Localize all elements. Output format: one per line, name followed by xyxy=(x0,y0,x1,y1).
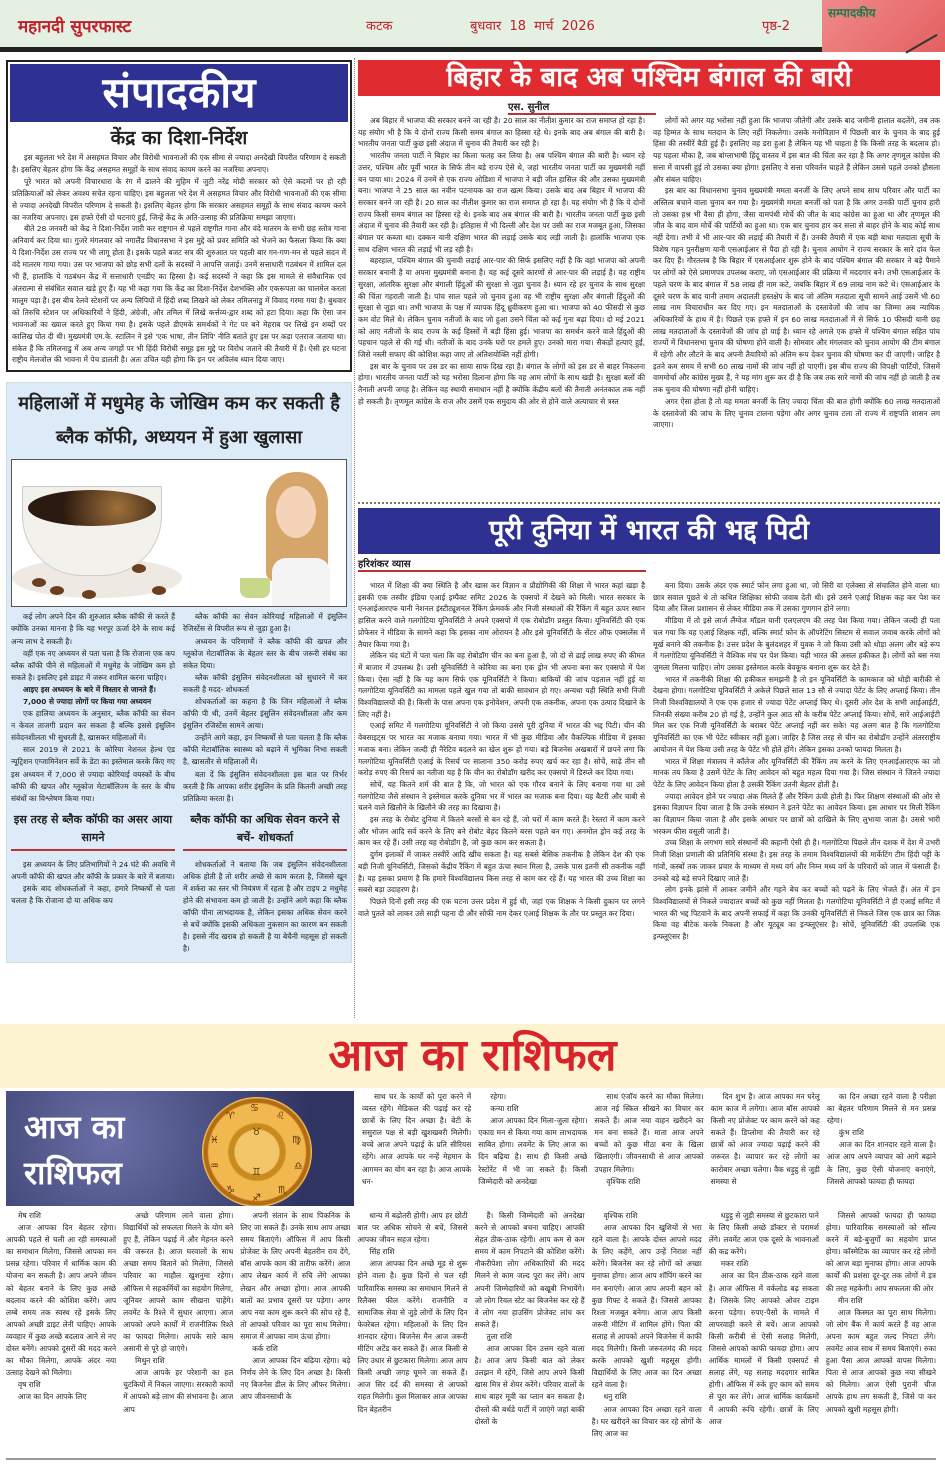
editorial-headline: केंद्र का दिशा-निर्देश xyxy=(110,127,248,149)
health-body xyxy=(7,607,351,961)
bengal-paragraph: भारतीय जनता पार्टी ने बिहार का किला फतह कर लिया है। अब पश्चिम बंगाल की बारी है। ध्यान रहे उत्तर, पश्चिम और पूर्वी भारत के सिर्फ तीन बड़े राज्य ऐसे थे, जहां भारतीय जनता पार्टी का मुख्यमंत्री नहीं बन पाया था। 2024 में उनमें से एक राज्य ओडिशा में भाजपा ने बड़ी जीत हासिल की और उसका मुख्यमंत्री बना। भाजपा ने 25 साल का नवीन पटनायक का राज खत्म किया। उसके बाद अब बिहार में भाजपा की सरकार बनने जा रही है। 20 साल का नीतीश कुमार का राज समाप्त हो रहा है। यह संयोग भी है कि ये दोनों राज्य किसी समय बंगाल का हिस्सा रहे थे। इनके बाद अब बंगाल की बारी है। भारतीय जनता पार्टी कुछ इसी अंदाज में चुनाव की तैयारी कर रही है। इतिहास में भी दिल्ली और देश पर उसी का राज मजबूत हुआ, जिसका बंगाल पर कब्जा था। दक्कन यानी दक्षिण भारत की लड़ाई उसके बाद लड़ी जाती है। हालांकि भाजपा एक साथ दक्षिण भारत की लड़ाई भी लड़ रही है। xyxy=(358,151,645,254)
world-paragraph: बना दिया। उसके अंदर एक स्मार्ट फोन लगा हुआ था, जो सिरी या एलेक्सा से संचालित होने वाला था। छात्र सवाल पूछते थे तो कथित शिक्षिका सोफी जवाब देती थी। इसे उसने एआई शिक्षक कह कर पेश कर दिया और जिला प्रशासन से लेकर मीडिया तक में उसका गुणगान होने लगा। xyxy=(653,581,940,614)
editorial-paragraph: इस बहुलता भरे देश में असहमत विचार और विरोधी भावनाओं की एक सीमा से ज्यादा अनदेखी विपरीत परिणाम दे सकती है। इसलिए बेहतर होगा कि केंद्र असहमत समूहों के साथ संवाद कायम करने का नजरिया अपनाए। xyxy=(12,153,346,174)
health-paragraph: बता दें कि इंसुलिन संवेदनशीलता इस बात पर निर्भर करती है कि आपका शरीर इंसुलिन के प्रति कितनी अच्छी तरह प्रतिक्रिया करता है। xyxy=(183,769,347,803)
world-paragraph: भारत में शिक्षा मंत्रालय ने कॉलेज और यूनिवर्सिटी की रैंकिंग तय करने के लिए एनआईआरएफ का जो मानक तय किया है उसमें पेटेंट के लिए आवेदन को बहुत महत्व दिया गया है। जिस संस्थान ने जितने ज्यादा पेटेंट के लिए आवेदन किया होता है उसकी रैंकिंग उतनी बेहतर होती है। xyxy=(653,756,940,789)
rashifal-sign-label: मेष राशि xyxy=(18,1211,41,1220)
rashifal-paragraph: आज का दिन शानदार रहने वाला है। आज आप अपने व्यापार को आगे बढ़ाने के लिए, कुछ ऐसी योजनाएं बनाएंगे, जिससे आपको फायदा ही फायदा xyxy=(826,1140,937,1186)
edition-city: कटक xyxy=(366,19,393,34)
health-paragraph: एक हालिया अध्ययन के अनुसार, ब्लैक कॉफी का सेवन न केवल ताजगी प्रदान कर सकता है बल्कि इससे इंसुलिन संवेदनशीलता भी सुधरती है, खासकर महिलाओं में। xyxy=(11,709,175,743)
bengal-headline: बिहार के बाद अब पश्चिम बंगाल की बारी xyxy=(358,60,940,96)
health-paragraph: अध्ययन के परिणामों ने ब्लैक कॉफी की खपत और ग्लूकोज मेटाबॉलिक के बेहतर स्तर के बीच जरूरी संबंध का संकेत दिया। xyxy=(183,636,347,670)
rashifal-paragraph: आज का दिन ठीक-ठाक रहने वाला है। आज ऑफिस में वर्कलोड बढ़ सकता है। जिसके लिए आपको ओवर टाइम करना पड़ेगा। रुपए-पैसों के मामले में लापरवाही करने से बचें। आज आपको किसी करीबी से ऐसी सलाह मिलेगी, जिससे आपको काफी फायदा होगा। आप आर्थिक मामलों में किसी एक्सपर्ट से सलाह लेंगे, यह सलाह मददगार साबित होगी। ऑफिस में रुके हुए काम को समय से पूरा कर लेंगे। आज धार्मिक कार्यक्रमों में आपकी रूचि रहेगी। छात्रों के लिए आज xyxy=(708,1271,819,1426)
health-paragraph: आइए इस अध्ययन के बारे में विस्तार से जानते हैं। xyxy=(23,684,156,694)
rashifal-paragraph: आज किस्मत का पूरा साथ मिलेगा। जो लोग बैंक में कार्य करते हैं वह आज अपना काम बहुत जल्द निपटा लेंगे। लवमेंट आज साथ में समय बिताएंगे। रुका हुआ पैसा आज आपको वापस मिलेगा। पिता से आज आपको कुछ नया सीखने को मिलेगा। आज ऐसी पुरानी चीज आपके हाथ लग सकती है, जिसे पा कर आपको खुशी महसूस होगी। xyxy=(825,1307,936,1414)
health-paragraph: 7,000 से ज्यादा लोगों पर किया गया अध्ययन xyxy=(23,696,152,706)
editorial-paragraph: पूरे भारत को अपनी विचारधारा के रंग में ढालने की मुहिम में जुटी नरेंद्र मोदी सरकार को ऐसे कदमों पर हो रही प्रतिक्रियाओं को लेकर अवश्य सचेत रहना चाहिए। इस बहुलता भरे देश में असहमत विचार और विरोधी भावनाओं की एक सीमा से ज्यादा अनदेखी विपरीत परिणाम दे सकती है। इसलिए बेहतर होगा कि सरकार असहमत समूहों के साथ संवाद कायम करने का नजरिया अपनाए। इस हफ्ते ऐसी दो घटनाएं हुईं, जिन्हें केंद्र के अति-उत्साह की प्रतिक्रिया समझा जाएगा। xyxy=(12,176,346,222)
rashifal-paragraph: आज का दिन आपके लिए xyxy=(18,1392,87,1402)
rashifal-column xyxy=(240,1210,350,1458)
rashifal-column xyxy=(6,1210,116,1458)
rashifal-paragraph: जिससे आपको फायदा ही फायदा होगा। पारिवारिक समस्याओं को सॉल्व करने में बड़े-बुजुर्गों का सहयोग प्राप्त होगा। कॉस्मेटिक का व्यापार कर रहे लोगों को आज बड़ा मुनाफा होगा। आज आपके कार्यों की प्रशंसा दूर-दूर तक लोगों में इत्र की तरह महकेगी। आप सफलता की ओर xyxy=(825,1211,936,1293)
world-headline: पूरी दुनिया में भारत की भद्द पिटी xyxy=(358,508,940,554)
rashifal-paragraph: आज आपका दिन अच्छे मूड से शुरू होने वाला है। कुछ दिनों से चल रही पारिवारिक समस्या का समाधान मिलने से रिलैक्स फील करेंगे। राजनीति व सामाजिक सेवा से जुड़े लोगों के लिए दिन फेवरेबल रहेगा। महिलाओं के लिए दिन शानदार रहेगा। बिजनेस मैन आज जरूरी मीटिंग अटेंड कर सकते हैं। आज किसी से लिए उधार से छुटकारा मिलेगा। आज आप किसी अच्छी जगह घूमने जा सकते हैं। आज सिर दर्द की समस्या से आपको राहत मिलेगी। कुल मिलाकर आज आपका दिन बेहतरीन xyxy=(357,1259,468,1414)
rashifal-image xyxy=(6,1091,354,1206)
bengal-paragraph: बहरहाल, पश्चिम बंगाल की चुनावी लड़ाई आर-पार की सिर्फ इसलिए नहीं है कि वहां भाजपा को अपनी सरकार बनानी है या अपना मुख्यमंत्री बनाना है। यह कई दूसरे कारणों से आर-पार की लड़ाई है। यह राष्ट्रीय सुरक्षा, आंतरिक सुरक्षा और बंगाली हिंदुओं की सुरक्षा से जुड़ा चुनाव है। ध्यान रहे हर चुनाव के साथ सुरक्षा की चिंता गहराती जाती है। पांच साल पहले जो चुनाव हुआ वह भी राष्ट्रीय सुरक्षा और बंगाली हिंदुओं की सुरक्षा से जुड़ा था। तभी भाजपा के पक्ष में व्यापक हिंदू ध्रुवीकरण हुआ था। भाजपा को 40 फीसदी से कुछ कम वोट मिले थे। लेकिन चुनाव नतीजों के बाद जो हुआ उसने चिंता को कई गुना बढ़ा दिया। दो मई 2021 को आए नतीजों के बाद राज्य के कई हिस्सों में बड़ी हिंसा हुई। भाजपा का समर्थन करने वाले हिंदुओं की पहचान पहले से की गई थी। नतीजों के बाद उनके घरों पर हमले हुए। उनको मारा गया। सैकड़ों हत्याएं हुईं, जिसे नस्ली सफाए की कोशिश कहा जाए तो अतिशयोक्ति नहीं होगी। xyxy=(358,256,645,360)
woman-image xyxy=(262,472,332,607)
rashifal-column xyxy=(123,1210,233,1458)
rashifal-column xyxy=(709,1210,819,1458)
health-paragraph: इस अध्ययन के लिए प्रतिभागियों ने 24 घंटे की अवधि में अपनी कॉफी की खपत और कॉफी के प्रकार के बारे में बताया। xyxy=(11,859,175,881)
rashifal-lower-columns xyxy=(6,1210,936,1458)
bengal-column-2 xyxy=(653,115,940,498)
rashifal-paragraph: अपनी संतान के साथ पिकनिक के लिए जा सकते हैं। उनके साथ आप अच्छा समय बिताएंगे। ऑफिस में आप किसी प्रोजेक्ट के लिए अपनी बेहतरीन राय देंगे, बॉस आपके काम की तारीफ करेंगे। आज आप लेखन कार्य में रुचि लेंगे आपका लेखन और अच्छा होगा। आज आपकी बातों का प्रभाव दूसरों पर पड़ेगा। अगर आप नया काम शुरू करने की सोच रहे हैं, तो आपको परिवार का पूरा साथ मिलेगा। समाज में आपका नाम ऊंचा होगा। xyxy=(240,1211,351,1341)
world-paragraph: लोग इनके झांसे में आकर जमीनें और गहने बेच कर बच्चों को पढ़ने के लिए भेजते हैं। अंत में इन विश्वविद्यालयों से निकले ज्यादातर बच्चों को कुछ नहीं मिलता है। गलगोटिया यूनिवर्सिटी ने ही एआई समिट में भारत की भद्द पिटवाने के बाद अपनी सफाई में कहा कि उनकी यूनिवर्सिटी से निकले जिस एक छात्र का जिक्र किया वह बीटेक करके निकला है और यूट्यूब का इन्फ्लूएंसर है। सोचें, यूनिवर्सिटी की उपलब्धि एक इन्फ्लूएंसर है! xyxy=(653,885,940,942)
rashifal-sign-label: तुला राशि xyxy=(486,1331,512,1341)
rashifal-paragraph: साथ घर के कार्यों को पूरा करने में व्यस्त रहेंगे। मेडिकल की पढ़ाई कर रहे छात्रों के लिए दिन अच्छा है। बेटी के ससुराल पक्ष से बड़ी खुशखबरी मिलेगी। बच्चे आज अपने पढ़ाई के प्रति सीरियस रहेंगे। आज आपके घर नन्हें मेहमान के आगमन का योग बन रहा है। आज आपके धन- xyxy=(362,1092,472,1186)
rashifal-sign-label: वृश्चिक राशि xyxy=(603,1211,638,1220)
bengal-paragraph: अब बिहार में भाजपा की सरकार बनने जा रही है। 20 साल का नीतीश कुमार का राज समाप्त हो रहा है। यह संयोग भी है कि ये दोनों राज्य किसी समय बंगाल का हिस्सा रहे थे। इनके बाद अब बंगाल की बारी है। भारतीय जनता पार्टी कुछ इसी अंदाज में चुनाव की तैयारी कर रही है। xyxy=(358,116,645,149)
left-column xyxy=(6,60,352,963)
rashifal-paragraph: आज आपका दिन बढ़िया रहेगा। बड़े निर्णय लेने के लिए दिन अच्छा है। किसी नए बिजनेस डील के लिए ऑफर मिलेगा। आप जीवनसाथी के xyxy=(240,1356,351,1402)
edition-date: बुधवार 18 मार्च 2026 xyxy=(470,19,595,34)
rashifal-column xyxy=(357,1210,467,1458)
rashifal-paragraph: आज आपका दिन मिला-जुला रहेगा। एकाग्र मन से किया गया काम लाभदायक साबित होगा। लवमेंट के लिए आज का दिन बढ़िया है। साथ ही किसी अच्छे रेस्टोरेंट में भी जा सकते हैं। किसी जिम्मेदारी को अनदेखा xyxy=(478,1116,588,1186)
rashifal-column xyxy=(475,1210,585,1458)
editorial-banner: संपादकीय xyxy=(10,64,348,122)
world-body xyxy=(358,580,940,988)
world-paragraph: उच्च शिक्षा के लगभग सारे संस्थानों की कहानी ऐसी ही है। गलगोटिया पिछले तीन दशक में देश में उभरी निजी शिक्षा प्रणाली की प्रतिनिधि संस्था है। इस तरह के तमाम विश्वविद्यालयों की मार्केटिंग टीम हिंदी पट्टी के गांवों, कस्बों तक जाकर प्रचार के माध्यम से मध्य वर्ग और निम्न मध्य वर्ग के परिवारों को जाल में फंसाती हैं। उनको बड़े बड़े सपने दिखाए जाते हैं। xyxy=(653,838,940,883)
rashifal-paragraph: धान्य में बढ़ोतरी होगी। आप हर छोटी बात पर अधिक सोचने से बचें, जिससे आपका जीवन सहज रहेगा। xyxy=(357,1211,468,1245)
world-paragraph: भारत में शिक्षा की क्या स्थिति है और खास कर विज्ञान व प्रौद्योगिकी की शिक्षा में भारत कहां खड़ा है इसकी एक तस्वीर इंडिया एआई इम्पैक्ट समिट 2026 के एक्सपो में देखने को मिली। भारत सरकार के एनआईआरएफ यानी नेशनल इंस्टीट्यूशनल रैंकिंग फ्रेमवर्क और निजी संस्थाओं की रैंकिंग में बहुत ऊपर स्थान हासिल करने वाले गलगोटिया यूनिवर्सिटी ने अपने एक्सपो में एक रोबोडॉग प्रस्तुत किया। यूनिवर्सिटी की एक प्रोफेसर ने मीडिया के सामने कहा कि इसका नाम ओरायन है और इसे यूनिवर्सिटी के सेंटर ऑफ एक्सलेंस में तैयार किया गया है। xyxy=(358,581,645,649)
world-paragraph: इस तरह के रोबोट दुनिया में कितने बरसों से बन रहे हैं, जो घरों में काम करते हैं। रेस्तरां में काम करने और भोजन आदि सर्व करने के लिए बने रोबोट बेहद कितने बरस पहले बन गए। अनमोल ड्रोन कई तरह के काम कर रहे हैं। उसी तरह यह रोबोडॉग है, जो कुछ काम कर सकता है। xyxy=(358,815,645,848)
rashifal-paragraph: आज आपके हर परेशानी का हल चुटकियों में निकल जाएगा। सरकारी कार्यों में आपको बड़े लाभ की संभावना है। आज आप xyxy=(123,1368,234,1414)
health-column-1 xyxy=(11,611,175,955)
bengal-paragraph: इस बार के चुनाव पर उस डर का साया साफ दिख रहा है। बंगाल के लोगों को इस डर से बाहर निकलना होगा। भारतीय जनता पार्टी को यह भरोसा दिलाना होगा कि वह आम लोगों के साथ खड़ी है। सुरक्षा बलों की तैनाती अपनी जगह है। लेकिन वह स्थायी समाधान नहीं है क्योंकि केंद्रीय बलों की तैनाती अनंतकाल तक नहीं हो सकती है। तृणमूल कांग्रेस के राज और उसमें एक समुदाय की ओर से होने वाले अत्याचार से त्रस्त xyxy=(358,361,645,406)
health-paragraph: उन्होंने आगे कहा, इन निष्कर्षों से पता चलता है कि ब्लैक कॉफी मेटाबॉलिक स्वास्थ्य को बढ़ाने में भूमिका निभा सकती है, खासतौर से महिलाओं में। xyxy=(183,733,347,767)
world-paragraph: पिछले दिनों इसी तरह की एक घटना उत्तर प्रदेश में हुई थी, जहां एक शिक्षक ने किसी दुकान पर लगने वाले पुतले को लाकर उसे साड़ी पहना दी और सोफी नाम देकर एआई शिक्षक के तौर पर प्रस्तुत कर दिया। xyxy=(358,896,645,918)
health-paragraph: साल 2019 से 2021 के कोरिया नेशनल हेल्थ एंड न्यूट्रिशन एग्जामिनेशन सर्वे के डेटा का इस्तेमाल करके किए गए इस अध्ययन में 7,000 से ज्यादा कोरियाई वयस्कों के बीच कॉफी की खपत और ग्लूकोज मेटाबॉलिज्म के स्तर के बीच संबंधों का विश्लेषण किया गया। xyxy=(11,745,175,803)
world-column-2 xyxy=(653,580,940,988)
health-paragraph: कई लोग अपने दिन की शुरुआत ब्लैक कॉफी से करते हैं क्योंकि उनका मानना है कि यह भरपूर ऊर्जा देने के साथ कई अन्य लाभ दे सकती है। xyxy=(11,612,175,646)
world-paragraph: मीडिया में तो इसे लार्ज लैंग्वेज मॉडल यानी एलएलएम की तरह पेश किया गया। लेकिन जल्दी ही पता चल गया कि यह एआई शिक्षक नहीं, बल्कि स्मार्ट फोन के ऑपरेटिंग सिस्टम से सवाल जवाब करके लोगों को मूर्ख बनाने की तकनीक है। उत्तर प्रदेश के बुलंदशहर में युवक ने जो किया उसी को थोड़ा अलग और बड़े रूप में गलगोटिया यूनिवर्सिटी ने वैश्विक मंच पर पेश किया। यही भारत की असल हकीकत है। लोगों को बस नया जुमला मिलना चाहिए। लोग उसका इस्तेमाल करके बेवकूफ बनाना शुरू कर देते हैं। xyxy=(653,616,940,672)
rashifal-paragraph: हैं। किसी जिम्मेदारी को अनदेखा करने से आपको बचना चाहिए। आपकी सेहत ठीक-ठाक रहेगी। आप कम से कम समय में काम निपटाने की कोशिश करेंगे। नौकरीपेशा लोग अधिकारियों की मदद मिलने से काम जल्द पूरा कर लेंगे। आप अपनी जिम्मेदारियों को बखूबी निभायेंगे। जो लोग रियल स्टेट का बिजनेस कर रहे हैं वे लोग नया हाउसिंग प्रोजेक्ट लांच कर सकते हैं। xyxy=(474,1211,585,1329)
rashifal-paragraph: रहेगा। xyxy=(490,1092,507,1101)
world-byline: हरिशंकर व्यास xyxy=(358,556,646,572)
rashifal-sign-label: मकर राशि xyxy=(720,1259,749,1269)
health-paragraph: वहीं एक नए अध्ययन से पता चला है कि रोजाना एक कप ब्लैक कॉफी पीने से महिलाओं में मधुमेह के जोखिम कम हो सकते है। इसलिए इसे डाइट में जरूर शामिल करना चाहिए। xyxy=(11,648,175,682)
right-column xyxy=(358,60,940,988)
rashifal-paragraph: आज आपका दिन अच्छा रहने वाला है। घर खरीदने का विचार कर रहे लोगों के लिए आज का xyxy=(591,1404,702,1438)
bengal-paragraph: इस बार का विधानसभा चुनाव मुख्यमंत्री ममता बनर्जी के लिए अपने साथ साथ परिवार और पार्टी का अस्तित्व बचाने वाला चुनाव बन गया है। मुख्यमंत्री ममता बनर्जी को पता है कि अगर उनकी पार्टी चुनाव हारी तो उसका हश्र भी वैसा ही होगा, जैसा वामपंथी मोर्चे की जीत के बाद कांग्रेस का हुआ था और तृणमूल की जीत के बाद वाम मोर्चे की पार्टियों का हुआ था। एक बार चुनाव हार कर सत्ता से बाहर होने के बाद कोई साथ नहीं देगा। तभी वे भी आर-पार की लड़ाई की तैयारी में हैं। उनकी तैयारी में एक बड़ी बाधा मतदाता सूची के विशेष गहन पुनरीक्षण यानी एसआईआर से पैदा हो रही है। चुनाव आयोग ने राज्य सरकार के सारे दांव फेल कर दिए हैं। गौरतलब है कि बिहार में एसआईआर शुरू होने के बाद पश्चिम बंगाल की सरकार ने बड़े पैमाने पर लोगों को ऐसे प्रमाणपत्र उपलब्ध कराए, जो एसआईआर की प्रक्रिया में मददगार बने। तभी एसआईआर के पहले चरण के बाद बंगाल में 58 लाख ही नाम कटे, जबकि बिहार में 69 लाख नाम कटे थे। एसआईआर के दूसरे चरण के बाद यानी तमाम अदालती हस्तक्षेप के बाद जो अंतिम मतदाता सूची सामने आई उसमें भी 60 लाख नाम विचाराधीन कर दिए गए। इन मतदाताओं के दस्तावेजों की जांच का जिम्मा अब न्यायिक अधिकारियों के हाथ में है। पिछले एक हफ्ते में इन 60 लाख मतदाताओं में से सिर्फ 10 फीसदी यानी छह लाख मतदाताओं के दस्तावेजों की जांच हो पाई है। ध्यान रहे अगले एक हफ्ते में पश्चिम बंगाल सहित पांच राज्यों में विधानसभा चुनाव की घोषणा होने वाली है। सोमवार और मंगलवार को चुनाव आयोग की टीम बंगाल में रहेगी और लौटने के बाद अपनी तैयारियों को अंतिम रूप देकर चुनाव की घोषणा कर दी जाएगी। जाहिर है इतने कम समय में सभी 60 लाख नामों की जांच नहीं हो पाएगी। इस बीच राज्य की विपक्षी पार्टियों, जिसमें वाममोर्चा और कांग्रेस मुख्य हैं, ने यह मांग शुरू कर दी है कि जब तक सारे नामों की जांच नहीं हो जाती है तब तक चुनाव की घोषणा नहीं होनी चाहिए। xyxy=(653,186,940,395)
coffee-bean-image xyxy=(152,586,166,595)
masthead xyxy=(0,0,945,52)
rashifal-image-title-2: राशिफल xyxy=(24,1154,122,1192)
rashifal-column xyxy=(826,1210,936,1458)
health-headline: महिलाओं में मधुमेह के जोखिम कम कर सकती है ब्लैक कॉफी, अध्ययन में हुआ खुलासा xyxy=(18,393,340,449)
rashifal-paragraph: धड़ुट्ठ से जुड़ी समस्या से छुटकारा पाने के लिए किसी अच्छे डॉक्टर से परामर्श लेंगे। लवमेंट आज एक दूसरे के भावनाओं की कद्र करेंगे। xyxy=(708,1211,819,1257)
pen-icon xyxy=(896,18,937,53)
health-subhead: ब्लैक कॉफी का अधिक सेवन करने से बचें- शोधकर्ता xyxy=(183,811,347,851)
editorial-body xyxy=(8,152,350,366)
rashifal-sign-label: कन्या राशि xyxy=(490,1104,519,1114)
world-column-1 xyxy=(358,580,645,988)
rashifal-sign-label: मिथुन राशि xyxy=(135,1356,165,1366)
section-logo-text: सम्पादकीय xyxy=(828,6,876,20)
health-paragraph: शोधकर्ताओं का कहना है कि जिन महिलाओं ने ब्लैक कॉफी पी थी, उनमें बेहतर इंसुलिन संवेदनशीलता और कम इंसुलिन रजिस्टेंस सामने आया। xyxy=(183,696,347,731)
rashifal-sign-label: वृष राशि xyxy=(18,1380,41,1390)
rashifal-column xyxy=(478,1091,587,1209)
rashifal-sign-label: वृश्चिक राशि xyxy=(606,1176,641,1186)
page-number: पृष्ठ-2 xyxy=(762,19,791,34)
rashifal-sign-label: धनु राशि xyxy=(603,1392,627,1402)
rashifal-column xyxy=(827,1091,936,1209)
health-paragraph: ब्लैक कॉफी का सेवन कोरियाई महिलाओं में इंसुलिन रेजिस्टेंस से विपरीत रूप से जुड़ा हुआ है। xyxy=(183,612,347,634)
rashifal-headline: आज का राशिफल xyxy=(0,1024,945,1088)
section-divider xyxy=(358,502,940,504)
editorial-paragraph: बीते 28 जनवरी को केंद्र ने दिशा-निर्देश जारी कर राष्ट्रगान से पहले राष्ट्रगीत गाना और वंदे मातरम के सभी छह स्तोत्र गाना अनिवार्य कर दिया था। गुजरे मंगलवार को नगालैंड विधानसभा ने इस मुद्दे को प्रवर समिति को भेजने का फैसला किया कि क्या ये दिशा-निर्देश उस राज्य पर भी लागू होता है। इसके पहले बजट सत्र की शुरुआत पर पहली बार गन-गण-मन से पहले सदन में वंदे मातरम गाया गया। उस पर भाजपा को छोड़ सभी दलों के सदस्यों ने आपत्ति जताई। उनमें सत्ताधारी गठबंधन में शामिल दल भी हैं, हालांकि ये गठबंधन केंद्र में सत्ताधारी एनडीए का हिस्सा है। कई सदस्यों ने कहा कि इस मामले से संवैधानिक एवं अंतरात्मा से संबंधित सवाल खड़े हुए हैं। यह भी कहा गया कि केंद्र का दिशा-निर्देश देशभक्ति और एकरूपता का घालमेल करता मालूम पड़ा है। इस बीच रेलवे स्टेशनों पर अन्य लिपियों में हिंदी शब्द लिखने को लेकर तमिलनाडु में विवाद गरमा गया है। बुधवार को तिरुचि स्टेशन पर अधिकारियों ने हिंदी, अंग्रेजी, और तमिल में लिखे कर्त्तव्य-द्वार शब्द को हटा दिया। कहा कि ऐसा जन भावनाओं का ख्याल करते हुए किया गया है। इसके पहले डीएमके समर्थकों ने गेट पर बने मेहराब पर लिखे इन शब्दों पर कालिख पोत दी थी। मुख्यमंत्री एम.के. स्टालिन ने इसे 'एक भाषा, तीन लिपि' नीति बताते हुए इस पर कड़ा एतराज जताया था। संकेत हैं कि तमिलनाडु में अब अन्य जगहों पर भी हिंदी विरोधी समूह इस मुद्दे पर विरोध जताने की तैयारी में हैं। ऐसी हर घटना राष्ट्रीय मेलजोल की भावना में पेच डालती है। अतः उचित यही होगा कि इन पर अविलंब ध्यान दिया जाए। xyxy=(12,224,346,365)
world-paragraph: ज्यादा आवेदन होने पर ज्यादा अंक मिलते हैं और रैंकिंग ऊंची होती है। फिर शिक्षण संस्थाओं की ओर से इसका विज्ञापन दिया जाता है कि उनके संस्थान ने इतने पेटेंट का आवेदन किया। इस आधार पर मिली रैंकिंग का विज्ञापन किया जाता है और इसके आधार पर छात्रों को दाखिले के लिए लुभाया जाता है। उससे भारी भरकम फीस वसूली जाती है। xyxy=(653,791,940,836)
world-paragraph: लेकिन चंद घंटों में पता चला कि वह रोबोडॉग चीन का बना हुआ है, जो दो से ढाई लाख रुपए की कीमत में बाजार में उपलब्ध है। उसी यूनिवर्सिटी ने कोरिया का बना एक ड्रोन भी अपना बना कर एक्सपो में पेश किया। ऐसा नहीं है कि यह काम सिर्फ एक यूनिवर्सिटी ने किया। बाकियों की जांच पड़ताल नहीं हुई या गलगोटिया यूनिवर्सिटी का मामला पहले खुल गया तो बाकी सावधान हो गए। अन्यथा यही स्थिति सभी निजी विश्वविद्यालयों की है। किसी के पास अपना एक इनोवेशन, अपनी एक तकनीक, अपना एक उत्पाद दिखाने के लिए नहीं है। xyxy=(358,651,645,719)
rashifal-paragraph: दिन शुभ है। आज आपका मन घरेलू काम काज में लगेगा। आज बॉस आपको किसी नए प्रोजेक्ट पर काम करने को कह सकते हैं। डिप्लोमा की तैयारी कर रहे छात्रों को आज ज्यादा पढ़ाई करने की जरूरत है। व्यापार कर रहे लोगों का कारोबार अच्छा चलेगा। वैक धड़ुट्ठ से जुड़ी समस्या से xyxy=(710,1092,820,1186)
health-paragraph: शोधकर्ताओं ने बताया कि जब इंसुलिन संवेदनशीलता अधिक होती है तो शरीर अच्छे से काम करता है, जिससे खून में शर्करा का स्तर भी नियंत्रण में रहता है और टाइप 2 मधुमेह होने की संभावना कम हो जाती है। उन्होंने आगे कहा कि ब्लैक कॉफी पीना लाभदायक है, लेकिन इसका अधिक सेवन करने से बचें क्योंकि इसकी अधिकता नुकसान का कारण बन सकती है। इससे नींद खराब हो सकती है या बेचैनी महसूस हो सकती है। xyxy=(183,859,347,954)
rashifal-upper-columns xyxy=(362,1091,936,1209)
rashifal-sign-label: कर्क राशि xyxy=(252,1344,278,1354)
rashifal-sign-label: कुंभ राशि xyxy=(838,1128,864,1138)
world-paragraph: भारत में तकनीकी शिक्षा की हकीकत समझनी है तो इन यूनिवर्सिटी के कामकाज को थोड़ी बारीकी से देखना होगा। गलगोटिया यूनिवर्सिटी ने अकेले पिछले साल 13 सौ से ज्यादा पेटेंट के लिए अप्लाई किया। तीन निजी विश्वविद्यालयों ने एक एक हजार से ज्यादा पेटेंट अप्लाई किए थे। दूसरी ओर देश के सभी आईआईटी, जिनकी संख्या करीब 20 हो गई है, उन्होंने कुल आठ सौ के करीब पेटेंट अप्लाई किया। सोचें, सारे आईआईटी मिल कर एक निजी यूनिवर्सिटी के बराबर पेटेंट अप्लाई नहीं कर सके! यह अलग बात है कि गलगोटिया यूनिवर्सिटी का एक भी पेटेंट स्वीकार नहीं हुआ। जाहिर है जिस तरह से चीन का रोबोडॉग उन्होंने अंतरराष्ट्रीय आयोजन में पेश किया उसी तरह के पेटेंट भी होते होंगे। लेकिन इसका उनको फायदा मिलता है। xyxy=(653,674,940,754)
rashifal-paragraph: साथ एंजॉय करने का मौका मिलेगा। आज नई स्किल सीखने का विचार कर सकते हैं। आज नया वाहन खरीदने का मन बना सकते हैं। माता आज अपने बच्चों को कुछ मीठा बना के खिला खिलाएंगी। जीवनसाथी से आज आपको उपहार मिलेगा। xyxy=(594,1092,704,1174)
health-article xyxy=(6,382,352,962)
rashifal-paragraph: आज आपका दिन खुशियों से भरा रहने वाला है। आपके दोस्त आपसे मदद के लिए कहेंगे, आप उन्हें निराश नहीं करेंगे। बिजनेस कर रहे लोगों को अच्छा मुनाफा होगा। आज आप शॉपिंग करने का मन बनाएंगे। आज आप अपनी बहन को कुछ गिफ्ट दे सकते हैं। जिससे आपका रिश्ता मजबूत बनेगा। आज आप किसी जरूरी मीटिंग में शामिल होंगे। पिता की सलाह से आपको अपने बिजनेस में काफी मदद मिलेगी। किसी जरूरतमंद की मदद करके आपको खुशी महसूस होगी। विद्यार्थियों के लिए आज का दिन अच्छा रहने वाला है। xyxy=(591,1223,702,1390)
health-column-2 xyxy=(183,611,347,955)
newspaper-name: महानदी सुपरफास्ट xyxy=(18,17,132,37)
column-divider xyxy=(354,58,355,1018)
world-paragraph: सोचें, यह कितने शर्म की बात है कि, जो भारत को एक गौरव बनाने के लिए बनाया गया था उसे गलगोटिया जैसे संस्थान ने इस्तेमाल करके दुनिया भर में भारत का मजाक बना दिया। यह बैटरी और चाबी से चलने वाले खिलौने के खिलौने की तरह का दिखावा है। xyxy=(358,779,645,813)
coffee-woman-photo xyxy=(11,459,347,607)
bengal-byline: एस. सुनील xyxy=(508,99,656,115)
rashifal-column xyxy=(594,1091,703,1209)
rashifal-paragraph: आज आपका दिन उत्तम रहने वाला है। आज आप किसी बात को लेकर उलझन में रहेंगे, जिसे आप अपने किसी खास मित्र से शेयर करेंगे। परिवार वालों के साथ बाहर मूवी का प्लान बन सकता है। दोस्तों की बर्थडे पार्टी में जाएंगे जहां बाकी दोस्तों के xyxy=(474,1344,585,1426)
rashifal-sign-label: सिंह राशि xyxy=(369,1247,395,1257)
health-paragraph: इसके बाद शोधकर्ताओं ने कहा, हमारे निष्कर्षों से पता चलता है कि रोजाना दो या अधिक कप xyxy=(11,884,175,906)
bengal-paragraph: अगर ऐसा होता है तो यह ममता बनर्जी के लिए ज्यादा चिंता की बात होगी क्योंकि 60 लाख मतदाताओं के दस्तावेजों की जांच के लिए चुनाव टालना पड़ेगा और अगर चुनाव टला तो राज्य में राष्ट्रपति शासन लग जाएगा। xyxy=(653,396,940,430)
bengal-column-1 xyxy=(358,115,645,498)
rashifal-sign-label: मीन राशि xyxy=(837,1295,863,1305)
world-paragraph: एआई समिट में गलगोटिया यूनिवर्सिटी ने जो किया उससे पूरी दुनिया में भारत की भद्द पिटी। चीन की वेबसाइट्स पर भारत का मजाक बनाया गया। भारत में भी कुछ मीडिया और वैकल्पिक मीडिया में इसका मजाक बना। लेकिन जल्दी ही नैरेटिव बदलने का खेल शुरू हो गया। बड़े बिजनेस अखबारों में छपने लगा कि गलगोटिया यूनिवर्सिटी एआई के रिसर्च पर सालाना 350 करोड़ रुपए खर्च कर रहा है। सोचें, साढ़े तीन सौ करोड़ रुपए की रिसर्च का नतीजा यह है कि चीन का रोबोडॉग खरीद कर एक्सपो में डिस्प्ले कर दिया गया। xyxy=(358,721,645,778)
rashifal-paragraph: का दिन अच्छा रहने वाला है परीक्षा का बेहतर परिणाम मिलने से मन प्रसन्न रहेगा। xyxy=(826,1092,937,1126)
bengal-body xyxy=(358,115,940,498)
rashifal-paragraph: अच्छे परिणाम लाने वाला होगा। विद्यार्थियों को सफलता मिलने के योग बने हुए हैं, लेकिन पढ़ाई में और मेहनत करने की जरूरत है। आज घरवालों के साथ अच्छा समय बिताने को मिलेगा, जिससे परिवार का माहौल खुशनुमा रहेगा। ऑफिस मे सहकर्मियों का सहयोग मिलेगा, जूनियर आपसे काम सीखना चाहेंगे। लवमेंट के रिश्ते में सुधार आएगा। आज आपको अपने कार्यों में राजनीतिक रिश्ते का फायदा मिलेगा। आपके सारे काम असानी से पूरे हो जाएंगे। xyxy=(123,1211,234,1354)
page-bottom-rule xyxy=(6,1458,936,1460)
zodiac-wheel-icon: ♋ ♌ ♍ ♎ ♏ ♐ ♑ ♒ ♓ ♈ ♉ ♊ xyxy=(202,1097,312,1206)
health-subhead: इस तरह से ब्लैक कॉफी का असर आया सामने xyxy=(11,811,175,851)
rashifal-column xyxy=(592,1210,702,1458)
rashifal-image-title-1: आज का xyxy=(24,1108,125,1146)
editorial-box xyxy=(6,60,352,372)
health-paragraph: ब्लैक कॉफी इंसुलिन संवेदनशीलता को सुधारने में कर सकती है मदद- शोधकर्ता xyxy=(183,672,347,694)
section-logo xyxy=(822,0,945,52)
bengal-paragraph: लोगों को अगर यह भरोसा नहीं हुआ कि भाजपा जीतेगी और उसके बाद जमीनी हालात बदलेंगे, तब तक वह हिम्मत के साथ मतदान के लिए नहीं निकलेगा। उसके मनोविज्ञान में पिछली बार के चुनाव के बाद हुई हिंसा की तस्वीरें बैठी हुई हैं। इसलिए वह डरा हुआ है लेकिन यह भी चाहता है कि किसी तरह के बदलाव हो। यह पहला मौका है, जब बांग्लाभाषी हिंदू वास्तव में इस बात की चिंता कर रहा है कि अगर तृणमूल कांग्रेस की सत्ता में वापसी हुई तो उसका क्या होगा! इसलिए वे सत्ता परिवर्तन चाहते हैं लेकिन उससे पहले उनको हौसला और संबल चाहिए। xyxy=(653,116,940,184)
rashifal-paragraph: आज आपका दिन बेहतर रहेगा। आपकी पहले से चली आ रही समस्याओं का समाधान मिलेगा, जिससे आपका मन प्रसन्न रहेगा। परिवार में धार्मिक काम की योजना बन सकती है। आप अपने जीवन को बेहतर बनाने के लिए कुछ अच्छे बदलाव करने की कोशिश करेंगे। आप लम्बे समय तक स्वस्थ रहें इसके लिए आपको अच्छी डाइट लेनी चाहिए। आपके व्यवहार में कुछ अच्छे बदलाव आने से नए दोस्त बनेंगे। आपको दूसरों की मदद करने का मौका मिलेगा, आपके अंदर नया उत्साह देखने को मिलेगा। xyxy=(6,1223,117,1378)
world-paragraph: दुर्गम इलाकों में जाकर तस्वीरें आदि खींच सकता है। यह सबसे बेसिक तकनीक है लेकिन देश की एक बड़ी निजी यूनिवर्सिटी, जिसको केंद्रीय रैंकिंग में बहुत ऊंचा स्थान मिला है, उसके पास इतनी सी तकनीक नहीं है। यह इसका प्रमाण है कि हमारे विश्वविद्यालय किस तरह से काम कर रहे हैं। यह भारत की उच्च शिक्षा का सबसे बड़ा उदाहरण है। xyxy=(358,850,645,895)
rashifal-column xyxy=(362,1091,471,1209)
rashifal-column xyxy=(711,1091,820,1209)
